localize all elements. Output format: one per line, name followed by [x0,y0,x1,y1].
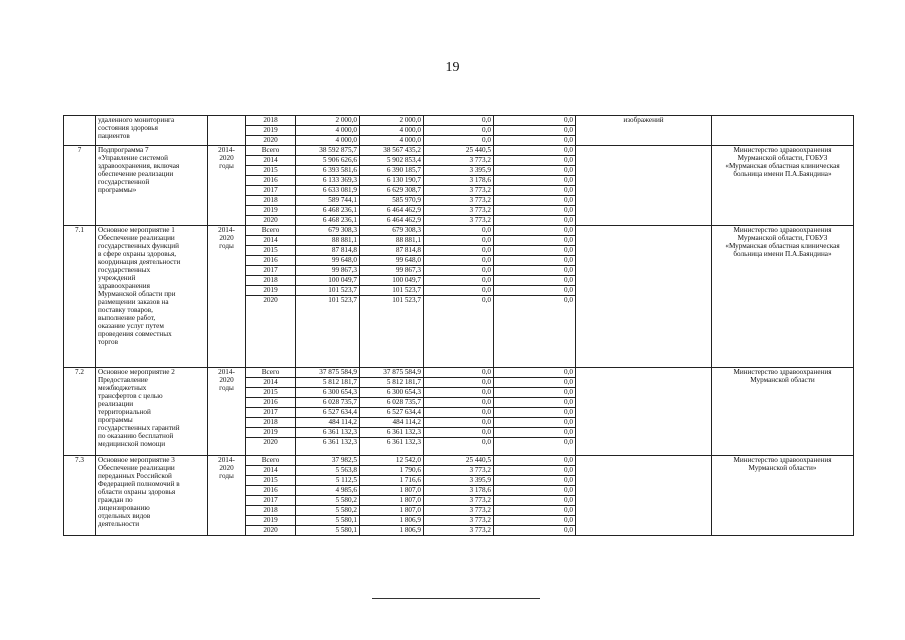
federal-cell: 3 773,2 [424,186,494,196]
year-cell: 2015 [246,166,296,176]
federal-cell: 3 773,2 [424,496,494,506]
executor-cell [712,146,854,226]
federal-cell: 3 773,2 [424,466,494,476]
other-cell: 0,0 [494,226,576,236]
federal-cell: 3 178,6 [424,486,494,496]
result-cell [576,456,712,536]
row-number-cell: 7.1 [64,226,96,368]
period-cell-line: 2014- [218,146,235,154]
other-cell: 0,0 [494,418,576,428]
total-cell: 5 580,1 [296,516,360,526]
federal-cell: 0,0 [424,296,494,368]
total-cell: 6 527 634,4 [296,408,360,418]
year-cell: 2018 [246,116,296,126]
year-cell: 2017 [246,496,296,506]
year-cell: 2020 [246,526,296,536]
total-cell: 5 563,8 [296,466,360,476]
year-cell: 2014 [246,378,296,388]
item-name-cell-line: Основное мероприятие 3 [98,456,175,464]
federal-cell: 25 440,5 [424,146,494,156]
item-name-cell [96,226,208,368]
year-cell: 2015 [246,388,296,398]
item-name-cell-line: реализации [98,400,134,408]
regional-cell: 88 881,1 [360,236,424,246]
item-name-cell-line: здравоохранения, включая [98,162,180,170]
total-cell: 5 112,5 [296,476,360,486]
year-cell: 2020 [246,296,296,368]
row-number-cell [64,116,96,146]
period-cell [208,226,246,368]
regional-cell: 1 806,9 [360,516,424,526]
total-cell: 2 000,0 [296,116,360,126]
other-cell: 0,0 [494,286,576,296]
other-cell: 0,0 [494,466,576,476]
result-cell [576,368,712,456]
period-cell-line: 2014- [218,226,235,234]
federal-cell: 0,0 [424,408,494,418]
year-cell: Всего [246,368,296,378]
period-cell-line: годы [219,472,234,480]
item-name-cell-line: межбюджетных [98,384,147,392]
executor-cell-line: Мурманской области» [748,464,817,472]
regional-cell: 5 812 181,7 [360,378,424,388]
regional-cell: 2 000,0 [360,116,424,126]
total-cell: 6 393 581,6 [296,166,360,176]
item-name-cell-line: в сфере охраны здоровья, [98,250,177,258]
item-name-cell-line: удаленного мониторинга [98,116,175,124]
other-cell: 0,0 [494,496,576,506]
item-name-cell-line: государственных [98,266,151,274]
executor-cell-line: Министерство здравоохранения [733,226,832,234]
item-name-cell-line: деятельности [98,520,140,528]
executor-cell-line: «Мурманская областная клиническая [725,242,840,250]
item-name-cell-line: пациентов [98,132,130,140]
total-cell: 5 580,2 [296,496,360,506]
executor-cell-line: больница имени П.А.Баяндина» [733,250,832,258]
regional-cell: 37 875 584,9 [360,368,424,378]
total-cell: 37 982,5 [296,456,360,466]
regional-cell: 6 527 634,4 [360,408,424,418]
total-cell: 6 468 236,1 [296,216,360,226]
other-cell: 0,0 [494,388,576,398]
year-cell: 2020 [246,438,296,456]
item-name-cell-line: области охраны здоровья [98,488,176,496]
period-cell-line: 2014- [218,456,235,464]
regional-cell: 1 790,6 [360,466,424,476]
year-cell: 2016 [246,176,296,186]
item-name-cell-line: проведения совместных [98,330,172,338]
regional-cell: 6 130 190,7 [360,176,424,186]
regional-cell: 6 300 654,3 [360,388,424,398]
regional-cell: 4 000,0 [360,126,424,136]
year-cell: 2018 [246,276,296,286]
executor-cell-line: больница имени П.А.Баяндина» [733,170,832,178]
federal-cell: 0,0 [424,368,494,378]
federal-cell: 0,0 [424,116,494,126]
executor-cell-line: Министерство здравоохранения [733,456,832,464]
federal-cell: 0,0 [424,256,494,266]
other-cell: 0,0 [494,378,576,388]
executor-cell-line: Мурманской области, ГОБУЗ [737,234,828,242]
year-cell: Всего [246,456,296,466]
item-name-cell-line: государственных функций [98,242,179,250]
federal-cell: 0,0 [424,388,494,398]
period-cell-line: годы [219,162,234,170]
item-name-cell-line: переданных Российской [98,472,172,480]
federal-cell: 3 773,2 [424,516,494,526]
regional-cell: 38 567 435,2 [360,146,424,156]
regional-cell: 99 867,3 [360,266,424,276]
item-name-cell-line: медицинской помощи [98,440,166,448]
other-cell: 0,0 [494,368,576,378]
item-name-cell-line: обеспечение реализации [98,170,174,178]
row-number-cell: 7.3 [64,456,96,536]
executor-cell-line: Мурманской области, ГОБУЗ [737,154,828,162]
executor-cell [712,116,854,146]
period-cell-line: 2020 [219,154,234,162]
item-name-cell-line: координация деятельности [98,258,181,266]
regional-cell: 6 361 132,3 [360,428,424,438]
executor-cell [712,226,854,368]
year-cell: Всего [246,226,296,236]
regional-cell: 6 464 462,9 [360,206,424,216]
year-cell: 2019 [246,428,296,438]
federal-cell: 0,0 [424,126,494,136]
federal-cell: 0,0 [424,136,494,146]
total-cell: 6 300 654,3 [296,388,360,398]
year-cell: 2020 [246,216,296,226]
other-cell: 0,0 [494,276,576,286]
row-number-cell: 7.2 [64,368,96,456]
year-cell: 2014 [246,466,296,476]
other-cell: 0,0 [494,486,576,496]
year-cell: 2017 [246,408,296,418]
item-name-cell-line: Федерацией полномочий в [98,480,180,488]
period-cell [208,146,246,226]
federal-cell: 0,0 [424,246,494,256]
total-cell: 101 523,7 [296,286,360,296]
federal-cell: 0,0 [424,428,494,438]
total-cell: 679 308,3 [296,226,360,236]
total-cell: 4 000,0 [296,136,360,146]
year-cell: 2014 [246,236,296,246]
period-cell-line: 2020 [219,234,234,242]
other-cell: 0,0 [494,176,576,186]
other-cell: 0,0 [494,296,576,368]
item-name-cell-line: трансфертов с целью [98,392,163,400]
item-name-cell-line: здравоохранения [98,282,150,290]
item-name-cell-line: Мурманской области при [98,290,176,298]
item-name-cell-line: Обеспечение реализации [98,234,175,242]
executor-cell-line: Министерство здравоохранения [733,368,832,376]
item-name-cell-line: торгов [98,338,118,346]
total-cell: 5 906 626,6 [296,156,360,166]
federal-cell: 3 395,9 [424,166,494,176]
row-number-cell: 7 [64,146,96,226]
total-cell: 5 812 181,7 [296,378,360,388]
item-name-cell-line: государственных гарантий [98,424,180,432]
total-cell: 100 049,7 [296,276,360,286]
federal-cell: 0,0 [424,438,494,456]
other-cell: 0,0 [494,166,576,176]
federal-cell: 0,0 [424,276,494,286]
total-cell: 5 580,1 [296,526,360,536]
federal-cell: 3 773,2 [424,206,494,216]
total-cell: 99 648,0 [296,256,360,266]
total-cell: 4 985,6 [296,486,360,496]
year-cell: 2019 [246,286,296,296]
other-cell: 0,0 [494,476,576,486]
total-cell: 37 875 584,9 [296,368,360,378]
other-cell: 0,0 [494,206,576,216]
other-cell: 0,0 [494,196,576,206]
executor-cell-line: Мурманской области [750,376,815,384]
year-cell: 2019 [246,126,296,136]
regional-cell: 1 806,9 [360,526,424,536]
page-number: 19 [445,60,460,75]
total-cell: 589 744,1 [296,196,360,206]
regional-cell: 6 361 132,3 [360,438,424,456]
item-name-cell-line: программы» [98,186,137,194]
table-body [64,116,854,536]
total-cell: 5 580,2 [296,506,360,516]
item-name-cell-line: государственной [98,178,150,186]
regional-cell: 1 807,0 [360,506,424,516]
year-cell: 2016 [246,486,296,496]
period-cell-line: 2020 [219,376,234,384]
period-cell-line: 2020 [219,464,234,472]
year-cell: 2017 [246,266,296,276]
item-name-cell-line: учреждений [98,274,136,282]
other-cell: 0,0 [494,186,576,196]
other-cell: 0,0 [494,266,576,276]
result-cell [576,226,712,368]
year-cell: 2015 [246,246,296,256]
year-cell: 2018 [246,196,296,206]
item-name-cell-line: программы [98,416,133,424]
other-cell: 0,0 [494,256,576,266]
total-cell: 88 881,1 [296,236,360,246]
year-cell: 2015 [246,476,296,486]
item-name-cell-line: поставку товаров, [98,306,153,314]
item-name-cell-line: отдельных видов [98,512,151,520]
table-row [64,226,854,236]
other-cell: 0,0 [494,126,576,136]
federal-cell: 0,0 [424,286,494,296]
federal-cell: 0,0 [424,226,494,236]
other-cell: 0,0 [494,438,576,456]
total-cell: 87 814,8 [296,246,360,256]
regional-cell: 1 716,6 [360,476,424,486]
federal-cell: 3 773,2 [424,156,494,166]
item-name-cell-line: Обеспечение реализации [98,464,175,472]
total-cell: 4 000,0 [296,126,360,136]
federal-cell: 0,0 [424,236,494,246]
executor-cell [712,456,854,536]
other-cell: 0,0 [494,398,576,408]
year-cell: Всего [246,146,296,156]
period-cell-line: годы [219,384,234,392]
year-cell: 2017 [246,186,296,196]
regional-cell: 87 814,8 [360,246,424,256]
federal-cell: 0,0 [424,266,494,276]
regional-cell: 12 542,0 [360,456,424,466]
other-cell: 0,0 [494,516,576,526]
year-cell: 2016 [246,398,296,408]
item-name-cell-line: лицензированию [98,504,150,512]
table-row [64,146,854,156]
item-name-cell [96,146,208,226]
total-cell: 6 028 735,7 [296,398,360,408]
item-name-cell-line: Основное мероприятие 1 [98,226,175,234]
regional-cell: 679 308,3 [360,226,424,236]
federal-cell: 3 773,2 [424,526,494,536]
total-cell: 6 361 132,3 [296,438,360,456]
total-cell: 38 592 875,7 [296,146,360,156]
item-name-cell-line: территориальной [98,408,151,416]
federal-cell: 3 395,9 [424,476,494,486]
item-name-cell [96,368,208,456]
item-name-cell-line: по оказанию бесплатной [98,432,174,440]
regional-cell: 585 970,9 [360,196,424,206]
total-cell: 484 114,2 [296,418,360,428]
federal-cell: 3 178,6 [424,176,494,186]
item-name-cell [96,456,208,536]
federal-cell: 25 440,5 [424,456,494,466]
other-cell: 0,0 [494,408,576,418]
period-cell-line: 2014- [218,368,235,376]
other-cell: 0,0 [494,136,576,146]
regional-cell: 101 523,7 [360,296,424,368]
period-cell [208,116,246,146]
item-name-cell-line: состояния здоровья [98,124,158,132]
regional-cell: 6 390 185,7 [360,166,424,176]
total-cell: 6 633 081,9 [296,186,360,196]
result-cell: изображений [576,116,712,146]
item-name-cell-line: Основное мероприятие 2 [98,368,175,376]
year-cell: 2014 [246,156,296,166]
regional-cell: 1 807,0 [360,486,424,496]
total-cell: 6 133 369,3 [296,176,360,186]
period-cell [208,368,246,456]
federal-cell: 3 773,2 [424,506,494,516]
total-cell: 6 468 236,1 [296,206,360,216]
regional-cell: 4 000,0 [360,136,424,146]
other-cell: 0,0 [494,156,576,166]
total-cell: 101 523,7 [296,296,360,368]
regional-cell: 1 807,0 [360,496,424,506]
year-cell: 2018 [246,506,296,516]
federal-cell: 3 773,2 [424,196,494,206]
item-name-cell-line: оказание услуг путем [98,322,164,330]
other-cell: 0,0 [494,236,576,246]
footnote-separator [372,598,540,599]
item-name-cell-line: Предоставление [98,376,148,384]
period-cell-line: годы [219,242,234,250]
total-cell: 99 867,3 [296,266,360,276]
period-cell [208,456,246,536]
executor-cell-line: Министерство здравоохранения [733,146,832,154]
item-name-cell [96,116,208,146]
year-cell: 2016 [246,256,296,266]
item-name-cell-line: граждан по [98,496,133,504]
year-cell: 2020 [246,136,296,146]
table-row [64,456,854,466]
total-cell: 6 361 132,3 [296,428,360,438]
year-cell: 2019 [246,206,296,216]
table-row [64,368,854,378]
regional-cell: 101 523,7 [360,286,424,296]
item-name-cell-line: размещении заказов на [98,298,169,306]
other-cell: 0,0 [494,216,576,226]
table-row [64,116,854,126]
other-cell: 0,0 [494,246,576,256]
federal-cell: 0,0 [424,398,494,408]
program-table [63,115,854,536]
result-cell [576,146,712,226]
federal-cell: 0,0 [424,418,494,428]
federal-cell: 0,0 [424,378,494,388]
regional-cell: 484 114,2 [360,418,424,428]
federal-cell: 3 773,2 [424,216,494,226]
regional-cell: 99 648,0 [360,256,424,266]
regional-cell: 5 902 853,4 [360,156,424,166]
other-cell: 0,0 [494,456,576,466]
regional-cell: 6 028 735,7 [360,398,424,408]
other-cell: 0,0 [494,146,576,156]
regional-cell: 6 464 462,9 [360,216,424,226]
executor-cell-line: «Мурманская областная клиническая [725,162,840,170]
other-cell: 0,0 [494,116,576,126]
year-cell: 2018 [246,418,296,428]
year-cell: 2019 [246,516,296,526]
item-name-cell-line: «Управление системой [98,154,168,162]
other-cell: 0,0 [494,526,576,536]
other-cell: 0,0 [494,506,576,516]
item-name-cell-line: выполнение работ, [98,314,156,322]
regional-cell: 100 049,7 [360,276,424,286]
other-cell: 0,0 [494,428,576,438]
item-name-cell-line: Подпрограмма 7 [98,146,149,154]
regional-cell: 6 629 308,7 [360,186,424,196]
executor-cell [712,368,854,456]
